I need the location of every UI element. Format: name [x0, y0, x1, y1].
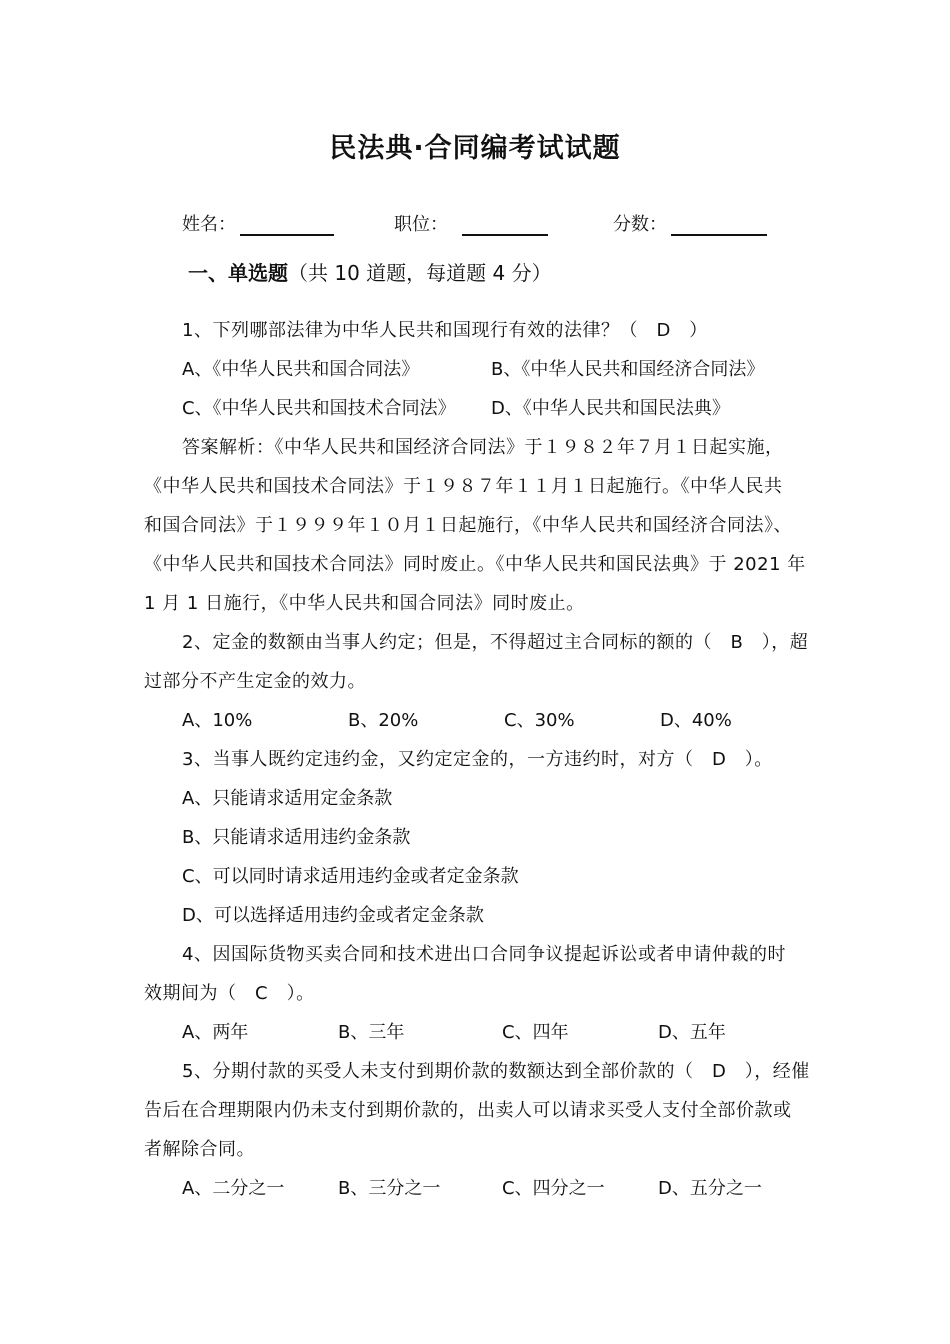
name-label: 姓名：: [182, 214, 236, 235]
name-field: [182, 210, 334, 236]
question-1-stem: 1、下列哪部法律为中华人民共和国现行有效的法律？（ D ）: [182, 320, 708, 341]
examinee-info-row: [0, 210, 950, 240]
position-label: 职位：: [394, 214, 448, 235]
question-5-option-d: D、五分之一: [658, 1178, 762, 1199]
question-3-option-b: B、只能请求适用违约金条款: [182, 827, 411, 848]
name-blank-line[interactable]: [240, 214, 334, 236]
question-3-stem: 3、当事人既约定违约金，又约定定金的，一方违约时，对方（ D ）。: [182, 749, 773, 770]
score-field: [613, 210, 767, 236]
question-1-analysis-line: 《中华人民共和国技术合同法》于１９８７年１１月１日起施行。《中华人民共: [144, 476, 783, 497]
question-5-stem: 5、分期付款的买受人未支付到期价款的数额达到全部价款的（ D ），经催: [182, 1061, 810, 1082]
question-1-analysis-line: 答案解析：《中华人民共和国经济合同法》于１９８２年７月１日起实施，: [182, 437, 784, 458]
question-3-option-a: A、只能请求适用定金条款: [182, 788, 393, 809]
position-field: [394, 210, 548, 236]
question-3-option-c: C、可以同时请求适用违约金或者定金条款: [182, 866, 519, 887]
question-1-analysis-line: 《中华人民共和国技术合同法》同时废止。《中华人民共和国民法典》于 2021 年: [144, 554, 806, 575]
question-4-stem: 4、因国际货物买卖合同和技术进出口合同争议提起诉讼或者申请仲裁的时: [182, 944, 786, 965]
question-4-stem-continued: 效期间为（ C ）。: [144, 983, 315, 1004]
question-4-option-c: C、四年: [502, 1022, 569, 1043]
section-heading-note: （共 10 道题，每道题 4 分）: [288, 261, 552, 285]
question-2-option-a: A、10%: [182, 710, 253, 731]
question-2-stem: 2、定金的数额由当事人约定；但是，不得超过主合同标的额的（ B ），超: [182, 632, 809, 653]
score-blank-line[interactable]: [671, 214, 767, 236]
question-4-option-a: A、两年: [182, 1022, 249, 1043]
score-label: 分数：: [613, 214, 667, 235]
question-1-analysis-line: 和国合同法》于１９９９年１０月１日起施行，《中华人民共和国经济合同法》、: [144, 515, 792, 536]
question-1-option-b: B、《中华人民共和国经济合同法》: [491, 359, 765, 380]
question-5-stem-continued: 告后在合理期限内仍未支付到期价款的，出卖人可以请求买受人支付全部价款或: [144, 1100, 792, 1121]
question-1-option-a: A、《中华人民共和国合同法》: [182, 359, 420, 380]
question-4-option-d: D、五年: [658, 1022, 726, 1043]
question-1-option-c: C、《中华人民共和国技术合同法》: [182, 398, 456, 419]
question-1-analysis-line: 1 月 1 日施行，《中华人民共和国合同法》同时废止。: [144, 593, 585, 614]
question-1-option-d: D、《中华人民共和国民法典》: [491, 398, 730, 419]
question-2-option-b: B、20%: [348, 710, 419, 731]
question-5-option-c: C、四分之一: [502, 1178, 605, 1199]
question-2-option-c: C、30%: [504, 710, 575, 731]
question-3-option-d: D、可以选择适用违约金或者定金条款: [182, 905, 484, 926]
page-title: 民法典·合同编考试试题: [329, 133, 621, 164]
question-2-stem-continued: 过部分不产生定金的效力。: [144, 671, 366, 692]
section-heading: [188, 257, 552, 286]
section-heading-title: 一、单选题: [188, 261, 288, 285]
question-4-option-b: B、三年: [338, 1022, 405, 1043]
question-5-option-b: B、三分之一: [338, 1178, 441, 1199]
question-5-option-a: A、二分之一: [182, 1178, 285, 1199]
question-2-option-d: D、40%: [660, 710, 732, 731]
question-5-stem-continued: 者解除合同。: [144, 1139, 255, 1160]
position-blank-line[interactable]: [462, 214, 548, 236]
